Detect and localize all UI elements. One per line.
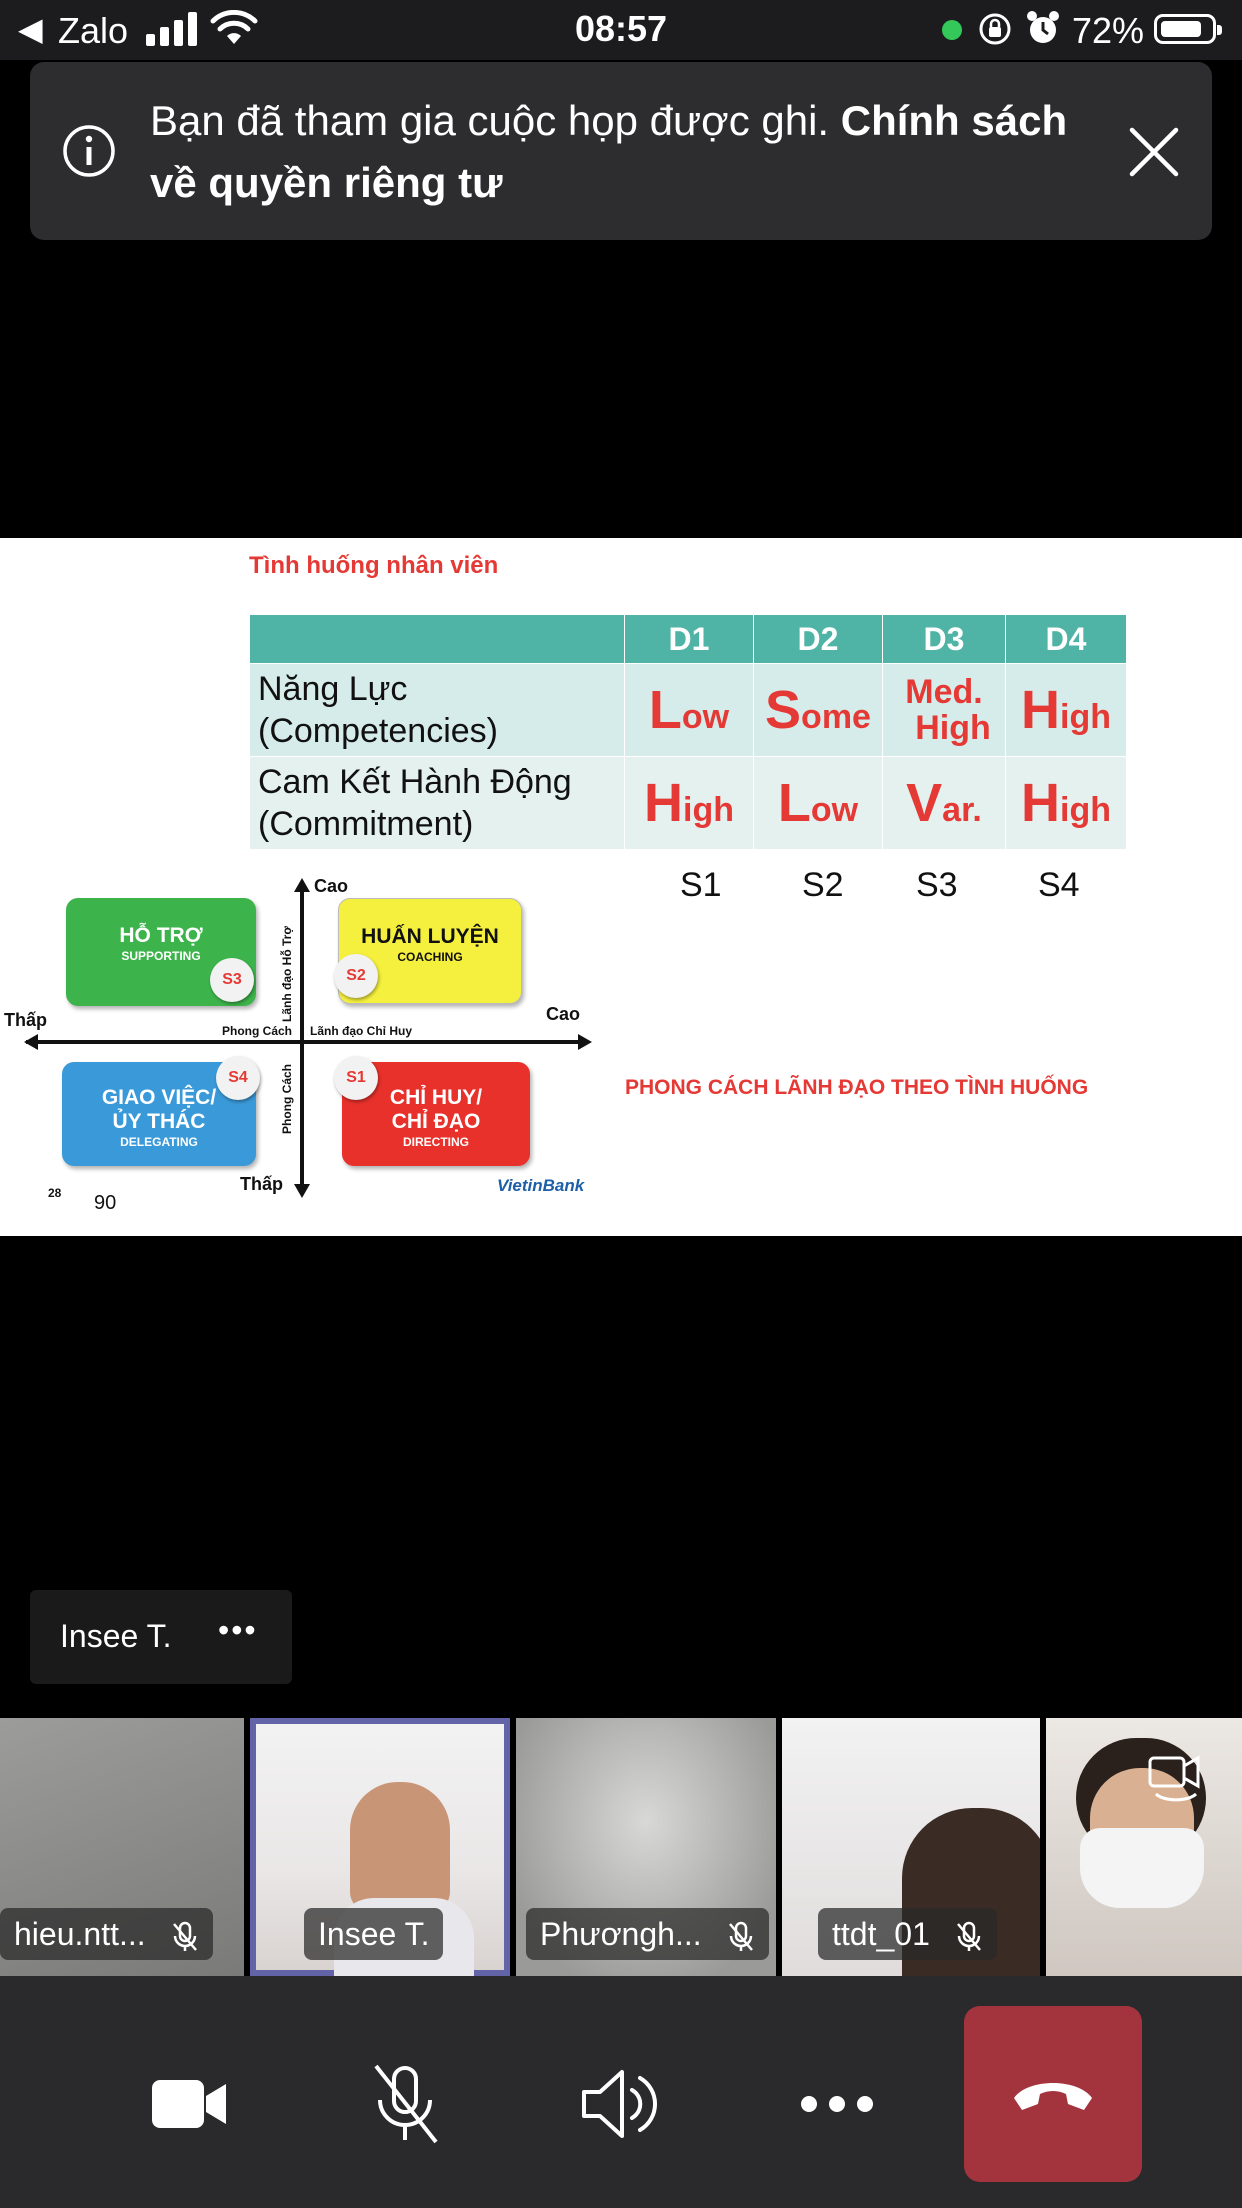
axis-left-label: Thấp [4,1010,47,1030]
alarm-icon [1026,10,1060,46]
quadrant-title-line1: CHỈ HUY/ [389,1086,483,1109]
cell-d2-commitment [754,757,883,850]
badge-s4: S4 [216,1056,260,1100]
participant-name: Insee T. [318,1916,430,1952]
table-header-d2: D2 [754,615,883,664]
quadrant-subtitle: SUPPORTING [121,949,201,963]
style-label-s2: S2 [802,866,844,904]
info-icon [62,124,116,178]
mic-muted-icon [727,1921,755,1953]
slide-caption: PHONG CÁCH LÃNH ĐẠO THEO TÌNH HUỐNG [625,1076,1089,1099]
mic-muted-icon [171,1921,199,1953]
banner-message [150,90,1110,214]
slide-title: Tình huống nhân viên [249,552,499,579]
cell-d4-commitment [1006,757,1127,850]
speaker-icon[interactable] [574,2064,664,2144]
back-app-label[interactable]: Zalo [58,10,129,51]
page-mark: 90 [94,1192,117,1214]
cell-big: V [906,773,943,833]
hangup-icon [1008,2068,1098,2118]
status-bar [0,0,1242,60]
participant-name: ttdt_01 [832,1916,930,1952]
cell-d3-competency [883,664,1006,757]
clock: 08:57 [574,8,668,49]
row-label-line2: (Competencies) [258,712,498,750]
participant-name-tag [818,1908,997,1960]
cell-rest: igh [683,791,734,829]
shared-screen [0,538,1242,1236]
axis-vertical-upper: Lãnh đạo Hỗ Trợ [280,926,294,1022]
close-icon[interactable] [1126,124,1182,180]
switch-camera-icon[interactable] [1146,1748,1206,1804]
quadrant-subtitle: DELEGATING [120,1135,198,1149]
hangup-button[interactable] [964,2006,1142,2182]
cell-big: H [1021,680,1060,740]
cell-big: L [777,773,811,833]
cell-line2: High [915,709,991,747]
style-label-s4: S4 [1038,866,1080,904]
cell-d3-commitment [883,757,1006,850]
participant-strip[interactable] [0,1718,1242,1976]
mic-off-icon[interactable] [360,2064,450,2144]
quadrant-title-line2: ỦY THÁC [112,1110,206,1133]
more-options-icon[interactable]: ••• [218,1612,258,1648]
cell-rest: igh [1060,791,1111,829]
style-label-s3: S3 [916,866,958,904]
active-speaker-label[interactable] [30,1590,292,1684]
badge-s1: S1 [334,1056,378,1100]
camera-in-use-indicator [942,20,962,40]
speaker-name: Insee T. [60,1618,172,1654]
battery-icon [1154,14,1216,44]
camera-icon[interactable] [144,2064,234,2144]
style-label-s1: S1 [680,866,722,904]
cell-line1: Med. [905,673,983,711]
call-controls [0,1976,1242,2208]
slide-number: 28 [48,1186,62,1200]
cell-big: S [765,680,802,740]
participant-name-tag [0,1908,213,1960]
row-label-line2: (Commitment) [258,805,474,843]
cell-rest: ome [801,698,871,736]
badge-s3: S3 [210,958,254,1002]
participant-name-tag [304,1908,443,1960]
cell-d2-competency [754,664,883,757]
axis-right-text: Lãnh đạo Chỉ Huy [310,1024,412,1038]
table-header-d1: D1 [625,615,754,664]
mic-muted-icon [955,1921,983,1953]
banner-text: Bạn đã tham gia cuộc họp được ghi. [150,97,841,144]
cell-rest: ar. [942,791,982,829]
quadrant-subtitle: COACHING [397,950,463,964]
quadrant-title: HỖ TRỢ [119,924,203,947]
battery-percent: 72% [1072,10,1145,51]
participant-tile[interactable] [782,1718,1040,1976]
participant-name: Phươngh... [540,1916,702,1952]
quadrant-title: HUẤN LUYỆN [361,925,499,948]
participant-tile-active[interactable] [250,1718,510,1976]
axis-left-text: Phong Cách [222,1024,293,1038]
table-header-d4: D4 [1006,615,1127,664]
cell-d1-commitment [625,757,754,850]
back-arrow-icon[interactable]: ◀ [18,11,43,47]
cell-d4-competency [1006,664,1127,757]
participant-tile[interactable] [516,1718,776,1976]
axis-top-label: Cao [314,876,349,896]
badge-s2: S2 [334,954,378,998]
quadrant-subtitle: DIRECTING [403,1135,469,1149]
self-view-tile[interactable] [1046,1718,1242,1976]
axis-vertical-lower: Phong Cách [280,1063,294,1134]
axis-bottom-label: Thấp [240,1174,283,1194]
more-icon[interactable] [792,2064,882,2144]
quadrant-title-line2: CHỈ ĐẠO [391,1110,481,1133]
cell-rest: ow [810,791,859,829]
self-video-mask [1080,1828,1204,1908]
recording-notice-banner [30,62,1212,240]
cell-big: L [648,680,682,740]
privacy-policy-link[interactable]: Chính sách về quyền riêng tư [150,97,1068,206]
vietinbank-logo: VietinBank [497,1176,585,1195]
cell-rest: igh [1060,698,1111,736]
cell-d1-competency [625,664,754,757]
table-header-d3: D3 [883,615,1006,664]
quadrant-title-line1: GIAO VIỆC/ [101,1086,217,1109]
participant-tile[interactable] [0,1718,244,1976]
rotation-lock-icon [978,12,1012,46]
cell-big: H [1021,773,1060,833]
cell-big: H [644,773,683,833]
participant-name-tag [526,1908,769,1960]
row-label-line1: Cam Kết Hành Động [258,763,572,801]
row-label-line1: Năng Lực [258,670,408,708]
participant-name: hieu.ntt... [14,1916,146,1952]
cell-rest: ow [681,698,730,736]
axis-right-label: Cao [546,1004,581,1024]
participant-video [350,1782,450,1912]
